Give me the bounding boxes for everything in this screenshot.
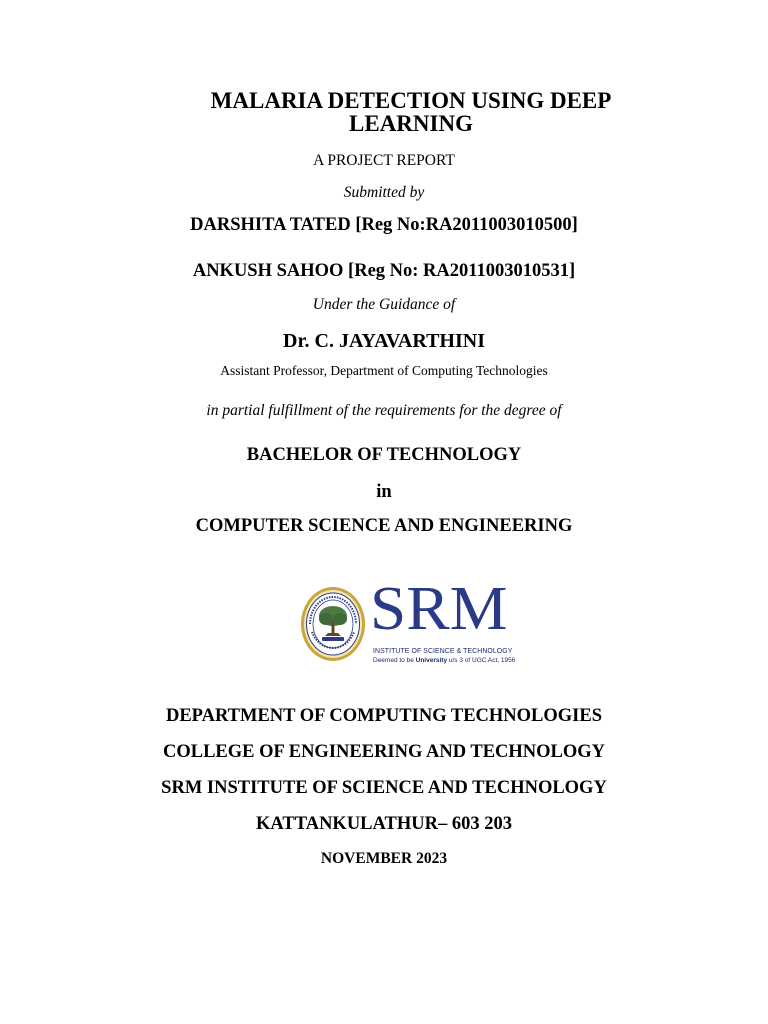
author-1: DARSHITA TATED [Reg No:RA2011003010500] [190,215,578,235]
report-type: A PROJECT REPORT [313,152,455,169]
institution-line-4: KATTANKULATHUR– 603 203 [256,814,512,834]
degree-connector: in [376,482,392,502]
srm-wordmark [370,575,524,672]
srm-logo [300,575,524,672]
srm-wordmark-text: SRM [370,575,508,643]
srm-subtitle: INSTITUTE OF SCIENCE & TECHNOLOGY [373,646,513,655]
institution-line-2: COLLEGE OF ENGINEERING AND TECHNOLOGY [162,742,606,762]
degree: BACHELOR OF TECHNOLOGY [246,445,522,465]
institution-line-3: SRM INSTITUTE OF SCIENCE AND TECHNOLOGY [161,778,607,798]
submitted-by-label: Submitted by [343,184,425,201]
branch: COMPUTER SCIENCE AND ENGINEERING [195,516,573,536]
guidance-label: Under the Guidance of [312,296,456,313]
fulfillment-text: in partial fulfillment of the requirements for the degree of [206,402,562,419]
srm-seal-icon [300,586,366,662]
submission-date: NOVEMBER 2023 [320,850,448,867]
srm-tagline: Deemed to be University u/s 3 of UGC Act, 1956 [373,657,516,664]
institution-line-1: DEPARTMENT OF COMPUTING TECHNOLOGIES [165,706,603,726]
guide-name: Dr. C. JAYAVARTHINI [283,330,485,352]
author-2: ANKUSH SAHOO [Reg No: RA2011003010531] [192,261,576,281]
report-title: MALARIA DETECTION USING DEEP LEARNING [210,88,612,136]
guide-designation: Assistant Professor, Department of Computing Technologies [220,363,548,378]
